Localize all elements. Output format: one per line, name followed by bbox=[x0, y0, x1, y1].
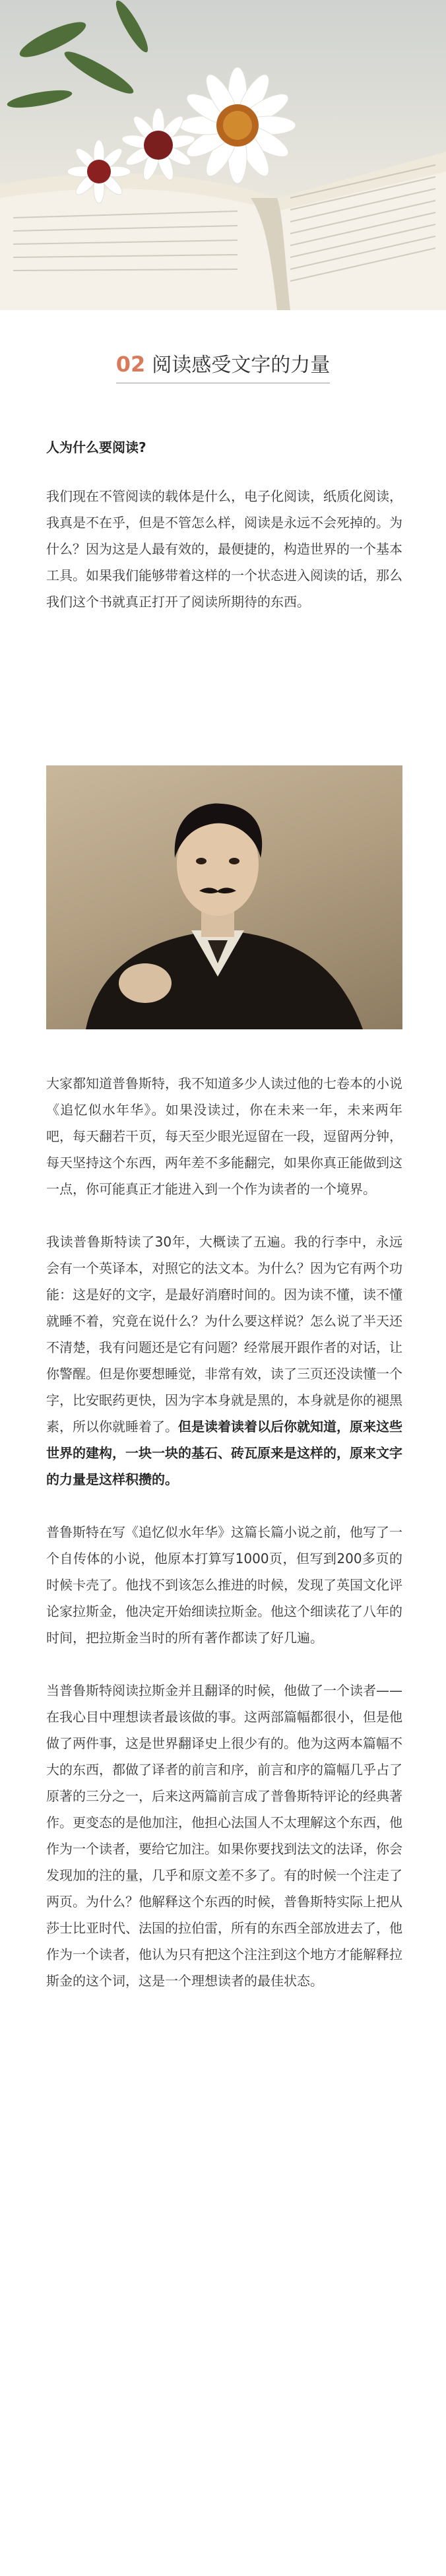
paragraph-4: 普鲁斯特在写《追忆似水年华》这篇长篇小说之前，他写了一个自传体的小说，他原本打算写1000页，但写到200多页的时候卡壳了。他找不到该怎么推进的时候，发现了英国文化评论家拉斯金，他决定开始细读拉斯金。他这个细读花了八年的时间，把拉斯金当时的所有著作都读了好几遍。 bbox=[46, 1524, 402, 1646]
paragraph-3: 我读普鲁斯特读了30年，大概读了五遍。我的行李中，永远会有一个英译本，对照它的法文本。为什么？因为它有两个功能：这是好的文字，是最好消磨时间的。因为读不懂，读不懂就睡不着，究竟在说什么？为什么要这样说？怎么说了半天还不清楚，我有问题还是它有问题？经常展开跟作者的对话，让你警醒。但是你要想睡觉，非常有效，读了三页还没读懂一个字，比安眠药更快，因为字本身就是黑的，本身就是你的褪黑素，所以你就睡着了。 bbox=[46, 1234, 402, 1434]
paragraph-3-emphasis: 但是读着读着以后你就知道，原来这些世界的建构，一块一块的基石、砖瓦原来是这样的，原来文字的力量是这样积攒的。 bbox=[46, 1419, 402, 1487]
section-title bbox=[0, 348, 446, 383]
article-heading: 人为什么要阅读? bbox=[46, 439, 146, 455]
portrait-image bbox=[46, 765, 402, 1029]
section-number: 02 bbox=[115, 352, 146, 377]
daisy-book-icon bbox=[0, 0, 446, 310]
section-title-text: 阅读感受文字的力量 bbox=[152, 354, 331, 377]
hero-image bbox=[0, 0, 446, 310]
intro-block bbox=[46, 435, 402, 615]
section-title-underline bbox=[116, 348, 331, 383]
paragraph-2: 大家都知道普鲁斯特，我不知道多少人读过他的七卷本的小说《追忆似水年华》。如果没读过，你在未来一年，未来两年吧，每天翻若干页，每天至少眼光逗留在一段，逗留两分钟，每天坚持这个东西，两年差不多能翻完，如果你真正能做到这一点，你可能真正才能进入到一个作为读者的一个境界。 bbox=[46, 1076, 402, 1197]
paragraph-3-wrapper bbox=[46, 1229, 402, 1493]
paragraph-5: 当普鲁斯特阅读拉斯金并且翻译的时候，他做了一个读者——在我心目中理想读者最该做的事。这两部篇幅都很小，但是他做了两件事，这是世界翻译史上很少有的。他为这两本篇幅不大的东西，都做了译者的前言和序，前言和序的篇幅几乎占了原著的三分之一，后来这两篇前言成了普鲁斯特评论的经典著作。更变态的是他加注，他担心法国人不太理解这个东西，他作为一个读者，要给它加注。如果你要找到法文的法译，你会发现加的注的量，几乎和原文差不多了。有的时候一个注走了两页。为什么？他解释这个东西的时候，普鲁斯特实际上把从莎士比亚时代、法国的拉伯雷，所有的东西全部放进去了，他作为一个读者，他认为只有把这个注注到这个地方才能解释拉斯金的这个词，这是一个理想读者的最佳状态。 bbox=[46, 1683, 402, 1989]
paragraph-1: 我们现在不管阅读的载体是什么，电子化阅读，纸质化阅读，我真是不在乎，但是不管怎么样，阅读是永远不会死掉的。为什么？因为这是人最有效的，最便捷的，构造世界的一个基本工具。如果我们能够带着这样的一个状态进入阅读的话，那么我们这个书就真正打开了阅读所期待的东西。 bbox=[46, 488, 402, 610]
portrait-icon bbox=[46, 765, 402, 1029]
body-block bbox=[46, 1070, 402, 1994]
